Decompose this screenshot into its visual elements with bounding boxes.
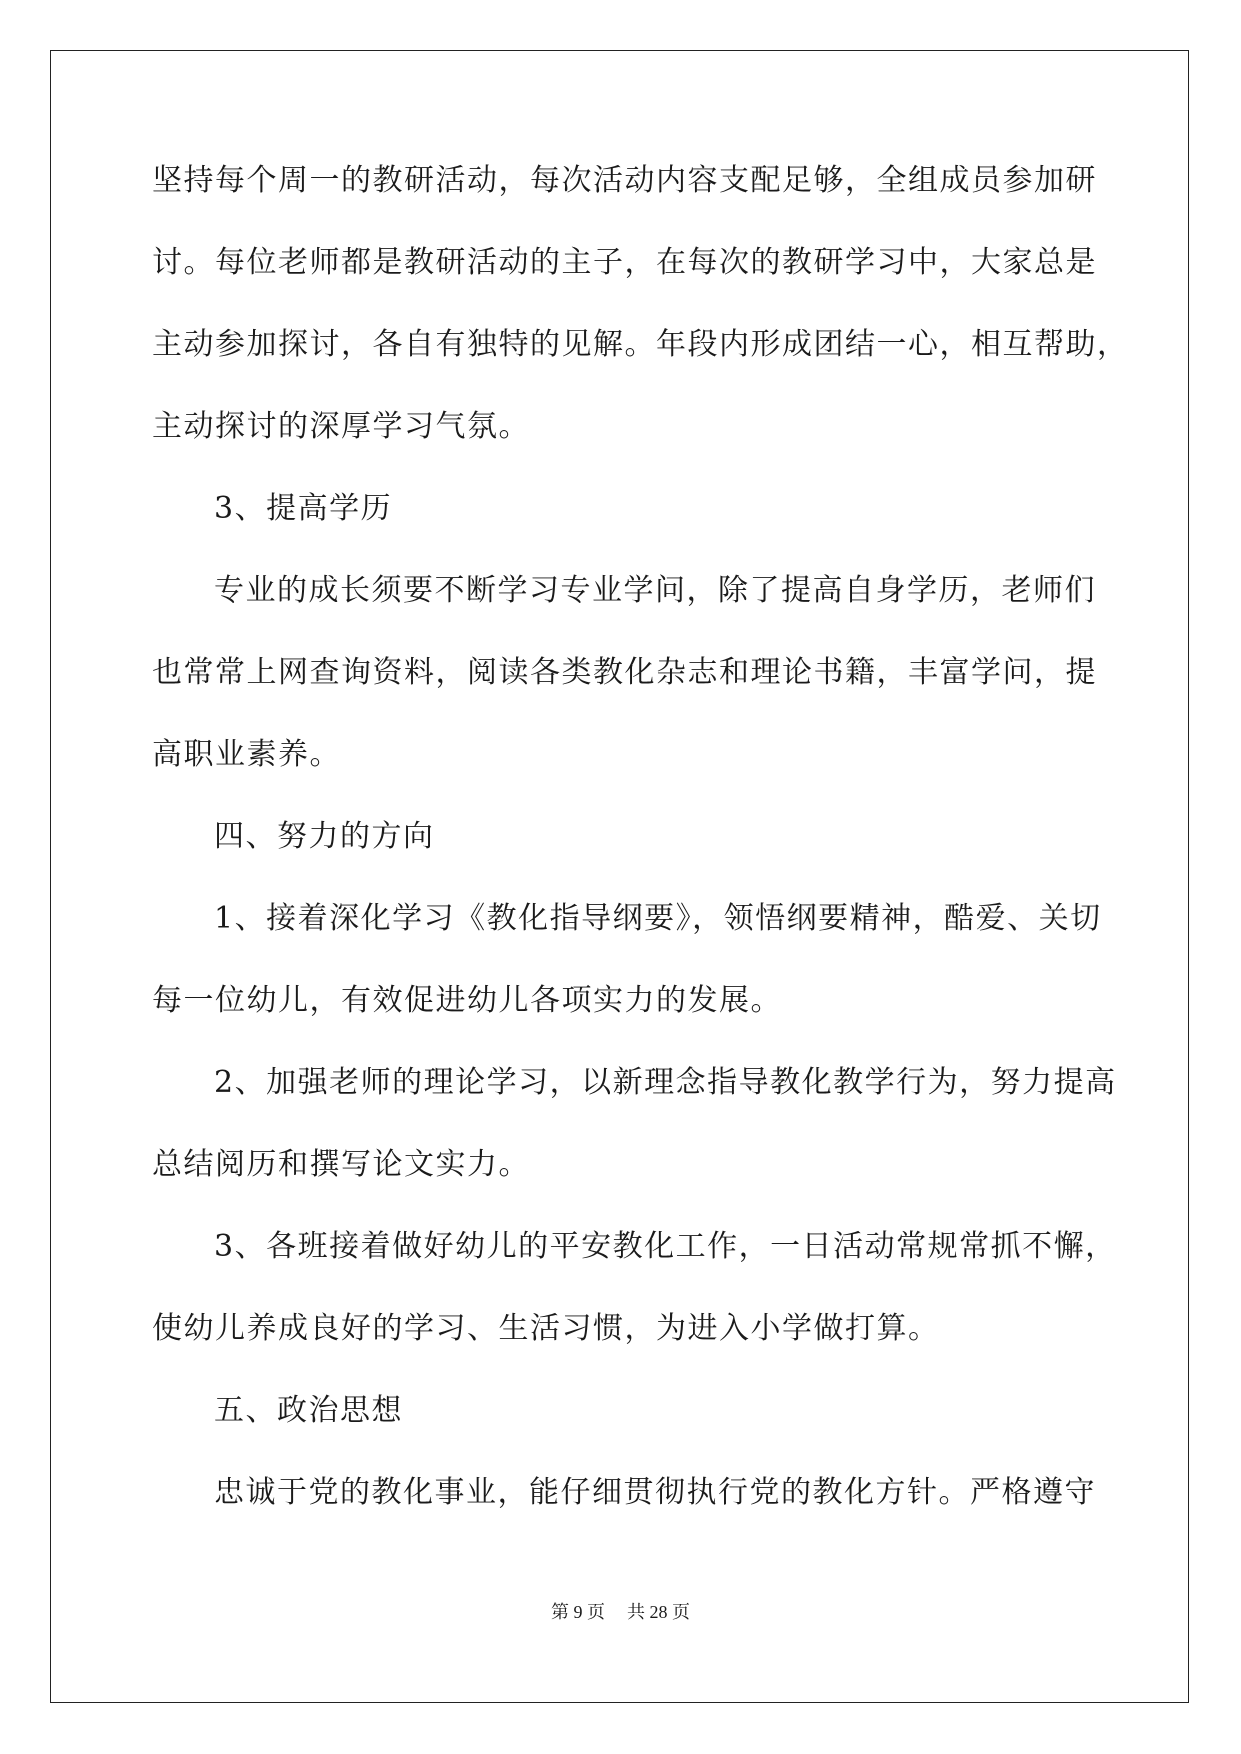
text-line: 坚持每个周一的教研活动，每次活动内容支配足够，全组成员参加研 bbox=[152, 163, 1097, 198]
text-line: 五、政治思想 bbox=[214, 1393, 403, 1428]
text-line: 主动探讨的深厚学习气氛。 bbox=[152, 409, 530, 444]
text-line: 四、努力的方向 bbox=[214, 819, 435, 854]
text-line: 主动参加探讨，各自有独特的见解。年段内形成团结一心，相互帮助， bbox=[152, 327, 1129, 362]
text-line: 2、加强老师的理论学习，以新理念指导教化教学行为，努力提高 bbox=[214, 1065, 1117, 1100]
page-footer bbox=[0, 1601, 1241, 1623]
total-pages-label: 共 28 页 bbox=[627, 1602, 690, 1622]
text-line: 讨。每位老师都是教研活动的主子，在每次的教研学习中，大家总是 bbox=[152, 245, 1097, 280]
text-line: 总结阅历和撰写论文实力。 bbox=[152, 1147, 530, 1182]
text-line: 也常常上网查询资料，阅读各类教化杂志和理论书籍，丰富学问，提 bbox=[152, 655, 1097, 690]
text-line: 忠诚于党的教化事业，能仔细贯彻执行党的教化方针。严格遵守 bbox=[214, 1475, 1096, 1510]
text-line: 1、接着深化学习《教化指导纲要》，领悟纲要精神，酷爱、关切 bbox=[214, 901, 1102, 936]
document-body bbox=[152, 160, 1129, 1554]
text-line: 每一位幼儿，有效促进幼儿各项实力的发展。 bbox=[152, 983, 782, 1018]
text-line: 使幼儿养成良好的学习、生活习惯，为进入小学做打算。 bbox=[152, 1311, 940, 1346]
text-line: 3、各班接着做好幼儿的平安教化工作，一日活动常规常抓不懈， bbox=[214, 1229, 1117, 1264]
text-line: 专业的成长须要不断学习专业学问，除了提高自身学历，老师们 bbox=[214, 573, 1096, 608]
current-page-label: 第 9 页 bbox=[551, 1602, 605, 1622]
text-line: 3、提高学历 bbox=[214, 491, 393, 526]
text-line: 高职业素养。 bbox=[152, 737, 341, 772]
